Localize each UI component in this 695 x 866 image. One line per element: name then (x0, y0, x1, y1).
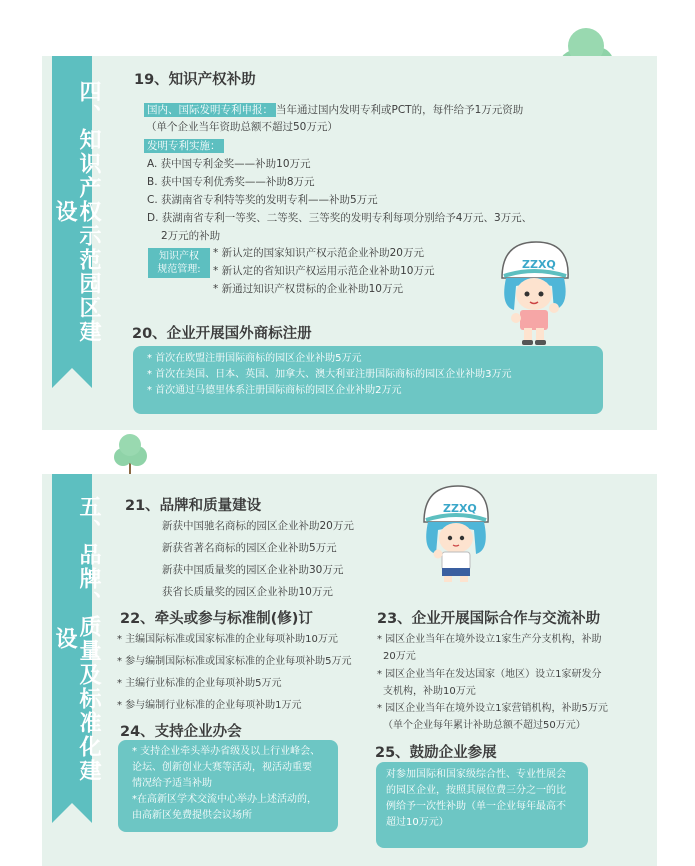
mgmt-item: * 新通过知识产权贯标的企业补助10万元 (213, 283, 403, 295)
meeting-item: 由高新区免费提供会议场所 (132, 810, 252, 821)
brand-item: 获省长质量奖的园区企业补助10万元 (162, 586, 333, 598)
coop-item: 20万元 (383, 651, 416, 662)
mascot-illustration (418, 480, 494, 586)
section-ribbon: 四、知识产权示范园区建设 (52, 56, 92, 354)
expo-item: 的园区企业，按照其展位费三分之一的比 (386, 785, 566, 796)
heading-22: 22、牵头或参与标准制(修)订 (120, 611, 313, 627)
impl-item: B. 获中国专利优秀奖——补助8万元 (147, 176, 315, 188)
section-ribbon: 五、品牌、质量及标准化建设 (52, 474, 92, 789)
impl-tag: 发明专利实施： (144, 139, 224, 153)
coop-item: * 园区企业当年在境外设立1家营销机构，补助5万元 (377, 703, 608, 714)
expo-item: 例给予一次性补助（单一企业每年最高不 (386, 801, 566, 812)
trademark-item: * 首次在美国、日本、英国、加拿大、澳大利亚注册国际商标的园区企业补助3万元 (147, 369, 512, 380)
heading-24: 24、支持企业办会 (120, 724, 242, 740)
patent-text: 当年通过国内发明专利或PCT的，每件给予1万元资助 (276, 104, 524, 116)
patent-cap: （单个企业当年资助总额不超过50万元） (146, 121, 338, 133)
trademark-item: * 首次通过马德里体系注册国际商标的园区企业补助2万元 (147, 385, 402, 396)
coop-item: * 园区企业当年在境外设立1家生产分支机构，补助 (377, 634, 602, 645)
expo-box (376, 762, 588, 848)
meeting-item: 论坛、创新创业大赛等活动，视活动重要 (132, 762, 312, 773)
meeting-box (118, 740, 338, 832)
mascot-helmet-text: ZZXQ (522, 258, 556, 271)
expo-item: 超过10万元） (386, 817, 449, 828)
standard-item: * 主编国际标准或国家标准的企业每项补助10万元 (117, 634, 338, 645)
coop-item: （单个企业每年累计补助总额不超过50万元） (383, 720, 586, 731)
patent-line (144, 103, 523, 117)
heading-21: 21、品牌和质量建设 (125, 498, 262, 514)
mgmt-item: * 新认定的国家知识产权示范企业补助20万元 (213, 247, 424, 259)
patent-tag: 国内、国际发明专利申报： (144, 103, 276, 117)
coop-item: * 园区企业当年在发达国家（地区）设立1家研发分 (377, 669, 602, 680)
mgmt-item: * 新认定的省知识产权运用示范企业补助10万元 (213, 265, 435, 277)
meeting-item: 情况给予适当补助 (132, 778, 212, 789)
impl-item: C. 获湖南省专利特等奖的发明专利——补助5万元 (147, 194, 378, 206)
standard-item: * 参与编制国际标准或国家标准的企业每项补助5万元 (117, 656, 352, 667)
standard-item: * 参与编制行业标准的企业每项补助1万元 (117, 700, 302, 711)
mascot-illustration (494, 236, 574, 348)
heading-19: 19、知识产权补助 (134, 72, 256, 88)
ribbon-tail (52, 354, 92, 388)
trademark-item: * 首次在欧盟注册国际商标的园区企业补助5万元 (147, 353, 362, 364)
mgmt-tag: 知识产权 规范管理: (148, 248, 210, 278)
mascot-helmet-text: ZZXQ (443, 502, 477, 515)
heading-20: 20、企业开展国外商标注册 (132, 326, 312, 342)
meeting-item: *在高新区学术交流中心举办上述活动的， (132, 794, 317, 805)
ribbon-tail (52, 789, 92, 823)
brand-item: 新获中国质量奖的园区企业补助30万元 (162, 564, 344, 576)
impl-item: 2万元的补助 (161, 230, 221, 242)
brand-item: 新获中国驰名商标的园区企业补助20万元 (162, 520, 354, 532)
meeting-item: * 支持企业牵头举办省级及以上行业峰会、 (132, 746, 321, 757)
coop-item: 支机构，补助10万元 (383, 686, 476, 697)
expo-item: 对参加国际和国家级综合性、专业性展会 (386, 769, 566, 780)
impl-item: A. 获中国专利金奖——补助10万元 (147, 158, 311, 170)
impl-item: D. 获湖南省专利一等奖、二等奖、三等奖的发明专利每项分别给予4万元、3万元、 (147, 212, 533, 224)
heading-23: 23、企业开展国际合作与交流补助 (377, 611, 601, 627)
trademark-box (133, 346, 603, 414)
heading-25: 25、鼓励企业参展 (375, 745, 497, 761)
brand-item: 新获省著名商标的园区企业补助5万元 (162, 542, 337, 554)
standard-item: * 主编行业标准的企业每项补助5万元 (117, 678, 282, 689)
impl-line (144, 139, 224, 153)
